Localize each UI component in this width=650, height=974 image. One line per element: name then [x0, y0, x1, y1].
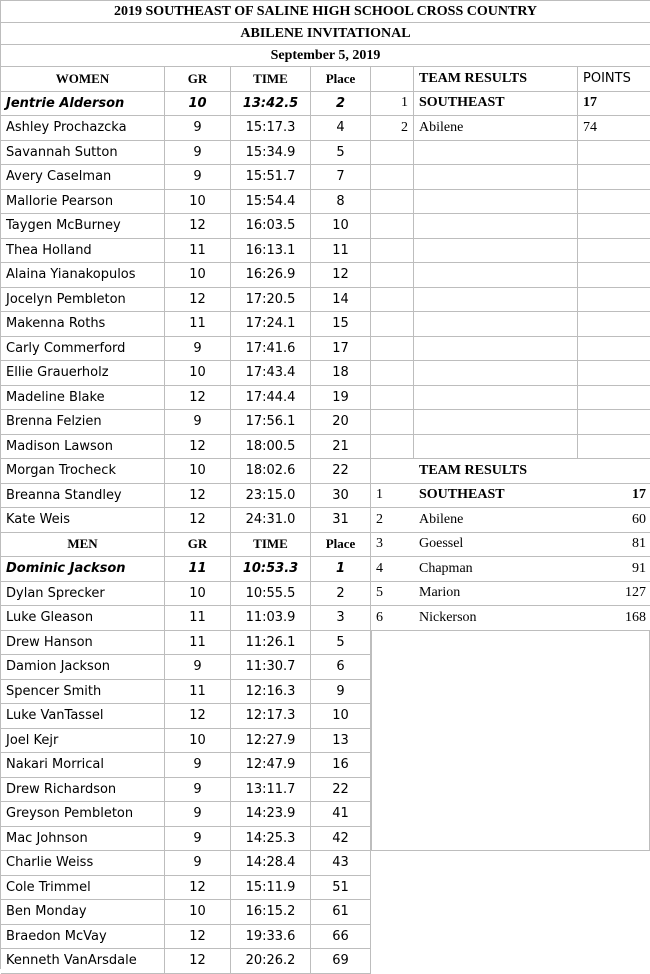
men-header-name: MEN	[1, 533, 165, 558]
title-line: September 5, 2019	[1, 45, 650, 67]
men-runner-name: Luke Gleason	[1, 606, 165, 631]
empty-cell	[578, 190, 650, 215]
team-name: Goessel	[414, 533, 578, 558]
empty-cell	[578, 435, 650, 460]
empty-cell	[371, 361, 414, 386]
men-runner-grade: 9	[165, 851, 231, 876]
women-runner-grade: 10	[165, 190, 231, 215]
team-rank: 4	[371, 557, 414, 582]
team-rank: 3	[371, 533, 414, 558]
women-runner-name: Kate Weis	[1, 508, 165, 533]
women-runner-place: 12	[311, 263, 371, 288]
team-rank-blank	[371, 67, 414, 92]
women-runner-time: 15:51.7	[231, 165, 311, 190]
women-runner-place: 10	[311, 214, 371, 239]
women-runner-name: Thea Holland	[1, 239, 165, 264]
men-runner-place: 42	[311, 827, 371, 852]
men-runner-place: 3	[311, 606, 371, 631]
empty-cell	[414, 141, 578, 166]
men-runner-time: 20:26.2	[231, 949, 311, 974]
team-rank: 2	[371, 116, 414, 141]
men-runner-grade: 10	[165, 582, 231, 607]
empty-cell	[414, 190, 578, 215]
women-runner-grade: 10	[165, 263, 231, 288]
men-runner-name: Greyson Pembleton	[1, 802, 165, 827]
empty-cell	[371, 386, 414, 411]
men-runner-time: 10:55.5	[231, 582, 311, 607]
men-runner-time: 12:47.9	[231, 753, 311, 778]
women-runner-grade: 10	[165, 92, 231, 117]
women-runner-name: Taygen McBurney	[1, 214, 165, 239]
women-runner-grade: 9	[165, 141, 231, 166]
men-runner-place: 22	[311, 778, 371, 803]
men-header-time: TIME	[231, 533, 311, 558]
empty-cell	[371, 802, 650, 827]
empty-cell	[371, 337, 414, 362]
men-runner-place: 9	[311, 680, 371, 705]
team-points: 74	[578, 116, 650, 141]
women-team-results-header: TEAM RESULTS	[414, 67, 578, 92]
empty-cell	[414, 239, 578, 264]
men-runner-time: 13:11.7	[231, 778, 311, 803]
men-runner-grade: 11	[165, 680, 231, 705]
men-runner-grade: 11	[165, 606, 231, 631]
men-runner-grade: 12	[165, 876, 231, 901]
women-runner-name: Madison Lawson	[1, 435, 165, 460]
women-runner-grade: 12	[165, 435, 231, 460]
women-runner-name: Madeline Blake	[1, 386, 165, 411]
empty-cell	[578, 361, 650, 386]
women-runner-grade: 12	[165, 288, 231, 313]
men-runner-name: Damion Jackson	[1, 655, 165, 680]
men-runner-place: 43	[311, 851, 371, 876]
men-runner-time: 11:26.1	[231, 631, 311, 656]
empty-cell	[371, 190, 414, 215]
men-runner-place: 51	[311, 876, 371, 901]
men-runner-place: 1	[311, 557, 371, 582]
women-runner-name: Jocelyn Pembleton	[1, 288, 165, 313]
women-runner-time: 18:02.6	[231, 459, 311, 484]
team-rank: 2	[371, 508, 414, 533]
men-runner-time: 16:15.2	[231, 900, 311, 925]
women-runner-place: 22	[311, 459, 371, 484]
team-points: 91	[578, 557, 650, 582]
women-runner-name: Carly Commerford	[1, 337, 165, 362]
women-header-name: WOMEN	[1, 67, 165, 92]
empty-cell	[371, 704, 650, 729]
team-rank: 1	[371, 92, 414, 117]
women-runner-name: Jentrie Alderson	[1, 92, 165, 117]
men-runner-time: 19:33.6	[231, 925, 311, 950]
empty-cell	[371, 729, 650, 754]
women-runner-name: Avery Caselman	[1, 165, 165, 190]
empty-cell	[371, 680, 650, 705]
empty-cell	[414, 337, 578, 362]
women-runner-time: 23:15.0	[231, 484, 311, 509]
empty-cell	[414, 386, 578, 411]
men-team-results-header: TEAM RESULTS	[371, 459, 650, 484]
men-runner-name: Cole Trimmel	[1, 876, 165, 901]
men-runner-name: Dominic Jackson	[1, 557, 165, 582]
women-runner-time: 17:43.4	[231, 361, 311, 386]
women-runner-place: 18	[311, 361, 371, 386]
empty-cell	[578, 214, 650, 239]
team-points: 168	[578, 606, 650, 631]
team-name: Nickerson	[414, 606, 578, 631]
team-points: 81	[578, 533, 650, 558]
men-runner-grade: 9	[165, 778, 231, 803]
men-runner-time: 12:27.9	[231, 729, 311, 754]
title-line: ABILENE INVITATIONAL	[1, 23, 650, 45]
men-runner-place: 6	[311, 655, 371, 680]
women-header-place: Place	[311, 67, 371, 92]
women-runner-grade: 9	[165, 337, 231, 362]
men-runner-name: Braedon McVay	[1, 925, 165, 950]
men-runner-grade: 10	[165, 900, 231, 925]
women-runner-time: 17:41.6	[231, 337, 311, 362]
empty-cell	[414, 410, 578, 435]
team-points: 17	[578, 484, 650, 509]
women-runner-place: 21	[311, 435, 371, 460]
women-runner-time: 16:26.9	[231, 263, 311, 288]
men-runner-grade: 11	[165, 557, 231, 582]
men-runner-time: 12:17.3	[231, 704, 311, 729]
men-runner-time: 14:23.9	[231, 802, 311, 827]
men-runner-place: 2	[311, 582, 371, 607]
team-name: Marion	[414, 582, 578, 607]
empty-cell	[371, 141, 414, 166]
men-runner-name: Ben Monday	[1, 900, 165, 925]
women-runner-time: 15:34.9	[231, 141, 311, 166]
women-runner-grade: 12	[165, 214, 231, 239]
men-runner-grade: 9	[165, 753, 231, 778]
empty-cell	[414, 214, 578, 239]
empty-cell	[371, 655, 650, 680]
women-runner-grade: 12	[165, 386, 231, 411]
women-runner-place: 4	[311, 116, 371, 141]
men-runner-time: 11:30.7	[231, 655, 311, 680]
empty-cell	[371, 410, 414, 435]
empty-cell	[578, 337, 650, 362]
men-runner-place: 69	[311, 949, 371, 974]
empty-cell	[414, 312, 578, 337]
women-runner-grade: 9	[165, 116, 231, 141]
empty-cell	[371, 435, 414, 460]
men-runner-grade: 9	[165, 827, 231, 852]
men-runner-place: 66	[311, 925, 371, 950]
empty-cell	[371, 214, 414, 239]
empty-cell	[371, 165, 414, 190]
empty-cell	[578, 410, 650, 435]
men-runner-time: 11:03.9	[231, 606, 311, 631]
women-runner-grade: 9	[165, 165, 231, 190]
team-points: 17	[578, 92, 650, 117]
women-runner-name: Breanna Standley	[1, 484, 165, 509]
men-runner-grade: 10	[165, 729, 231, 754]
women-runner-name: Ellie Grauerholz	[1, 361, 165, 386]
men-runner-name: Charlie Weiss	[1, 851, 165, 876]
empty-cell	[371, 827, 650, 852]
women-runner-grade: 10	[165, 361, 231, 386]
empty-cell	[371, 288, 414, 313]
empty-cell	[371, 631, 650, 656]
men-runner-name: Luke VanTassel	[1, 704, 165, 729]
women-runner-time: 13:42.5	[231, 92, 311, 117]
team-name: Chapman	[414, 557, 578, 582]
women-runner-place: 8	[311, 190, 371, 215]
women-runner-place: 11	[311, 239, 371, 264]
empty-cell	[414, 165, 578, 190]
women-runner-grade: 12	[165, 508, 231, 533]
women-runner-name: Brenna Felzien	[1, 410, 165, 435]
women-runner-time: 16:03.5	[231, 214, 311, 239]
team-name: SOUTHEAST	[414, 484, 578, 509]
women-runner-place: 14	[311, 288, 371, 313]
women-runner-place: 30	[311, 484, 371, 509]
women-header-time: TIME	[231, 67, 311, 92]
empty-cell	[578, 239, 650, 264]
men-runner-time: 10:53.3	[231, 557, 311, 582]
women-runner-grade: 10	[165, 459, 231, 484]
women-runner-time: 17:20.5	[231, 288, 311, 313]
women-runner-name: Ashley Prochazcka	[1, 116, 165, 141]
women-runner-grade: 12	[165, 484, 231, 509]
men-runner-name: Joel Kejr	[1, 729, 165, 754]
women-runner-time: 17:24.1	[231, 312, 311, 337]
empty-cell	[414, 288, 578, 313]
men-runner-place: 16	[311, 753, 371, 778]
women-points-header: POINTS	[578, 67, 650, 92]
women-runner-time: 18:00.5	[231, 435, 311, 460]
title-line: 2019 SOUTHEAST OF SALINE HIGH SCHOOL CROSS COUNTRY	[1, 1, 650, 23]
men-runner-grade: 9	[165, 802, 231, 827]
women-runner-name: Alaina Yianakopulos	[1, 263, 165, 288]
men-runner-grade: 11	[165, 631, 231, 656]
team-points: 60	[578, 508, 650, 533]
women-header-grade: GR	[165, 67, 231, 92]
men-runner-grade: 12	[165, 949, 231, 974]
team-name: Abilene	[414, 508, 578, 533]
men-runner-name: Kenneth VanArsdale	[1, 949, 165, 974]
men-runner-grade: 12	[165, 704, 231, 729]
men-runner-place: 13	[311, 729, 371, 754]
men-runner-time: 14:25.3	[231, 827, 311, 852]
women-runner-place: 2	[311, 92, 371, 117]
team-rank: 1	[371, 484, 414, 509]
team-name: SOUTHEAST	[414, 92, 578, 117]
empty-cell	[578, 263, 650, 288]
empty-cell	[414, 361, 578, 386]
men-runner-place: 5	[311, 631, 371, 656]
empty-cell	[414, 435, 578, 460]
women-runner-time: 16:13.1	[231, 239, 311, 264]
team-name: Abilene	[414, 116, 578, 141]
women-runner-name: Mallorie Pearson	[1, 190, 165, 215]
women-runner-place: 19	[311, 386, 371, 411]
men-runner-place: 10	[311, 704, 371, 729]
men-runner-name: Spencer Smith	[1, 680, 165, 705]
women-runner-grade: 11	[165, 312, 231, 337]
women-runner-place: 20	[311, 410, 371, 435]
women-runner-name: Makenna Roths	[1, 312, 165, 337]
empty-cell	[371, 263, 414, 288]
women-runner-place: 17	[311, 337, 371, 362]
men-runner-grade: 9	[165, 655, 231, 680]
women-runner-time: 17:44.4	[231, 386, 311, 411]
women-runner-grade: 11	[165, 239, 231, 264]
empty-cell	[578, 312, 650, 337]
men-runner-name: Nakari Morrical	[1, 753, 165, 778]
men-runner-name: Drew Richardson	[1, 778, 165, 803]
women-runner-grade: 9	[165, 410, 231, 435]
empty-cell	[578, 165, 650, 190]
men-runner-place: 41	[311, 802, 371, 827]
women-runner-time: 15:54.4	[231, 190, 311, 215]
empty-cell	[578, 141, 650, 166]
empty-cell	[578, 386, 650, 411]
empty-cell	[371, 778, 650, 803]
men-runner-time: 12:16.3	[231, 680, 311, 705]
women-runner-time: 15:17.3	[231, 116, 311, 141]
men-runner-grade: 12	[165, 925, 231, 950]
women-runner-place: 7	[311, 165, 371, 190]
team-points: 127	[578, 582, 650, 607]
women-runner-place: 15	[311, 312, 371, 337]
men-runner-name: Mac Johnson	[1, 827, 165, 852]
team-rank: 5	[371, 582, 414, 607]
women-runner-place: 31	[311, 508, 371, 533]
team-rank: 6	[371, 606, 414, 631]
men-header-grade: GR	[165, 533, 231, 558]
empty-cell	[414, 263, 578, 288]
men-runner-name: Drew Hanson	[1, 631, 165, 656]
empty-cell	[371, 239, 414, 264]
women-runner-name: Morgan Trocheck	[1, 459, 165, 484]
empty-cell	[371, 753, 650, 778]
men-header-place: Place	[311, 533, 371, 558]
women-runner-time: 24:31.0	[231, 508, 311, 533]
women-runner-name: Savannah Sutton	[1, 141, 165, 166]
women-runner-place: 5	[311, 141, 371, 166]
empty-cell	[578, 288, 650, 313]
men-runner-place: 61	[311, 900, 371, 925]
empty-cell	[371, 312, 414, 337]
men-runner-time: 15:11.9	[231, 876, 311, 901]
men-runner-name: Dylan Sprecker	[1, 582, 165, 607]
men-runner-time: 14:28.4	[231, 851, 311, 876]
women-runner-time: 17:56.1	[231, 410, 311, 435]
